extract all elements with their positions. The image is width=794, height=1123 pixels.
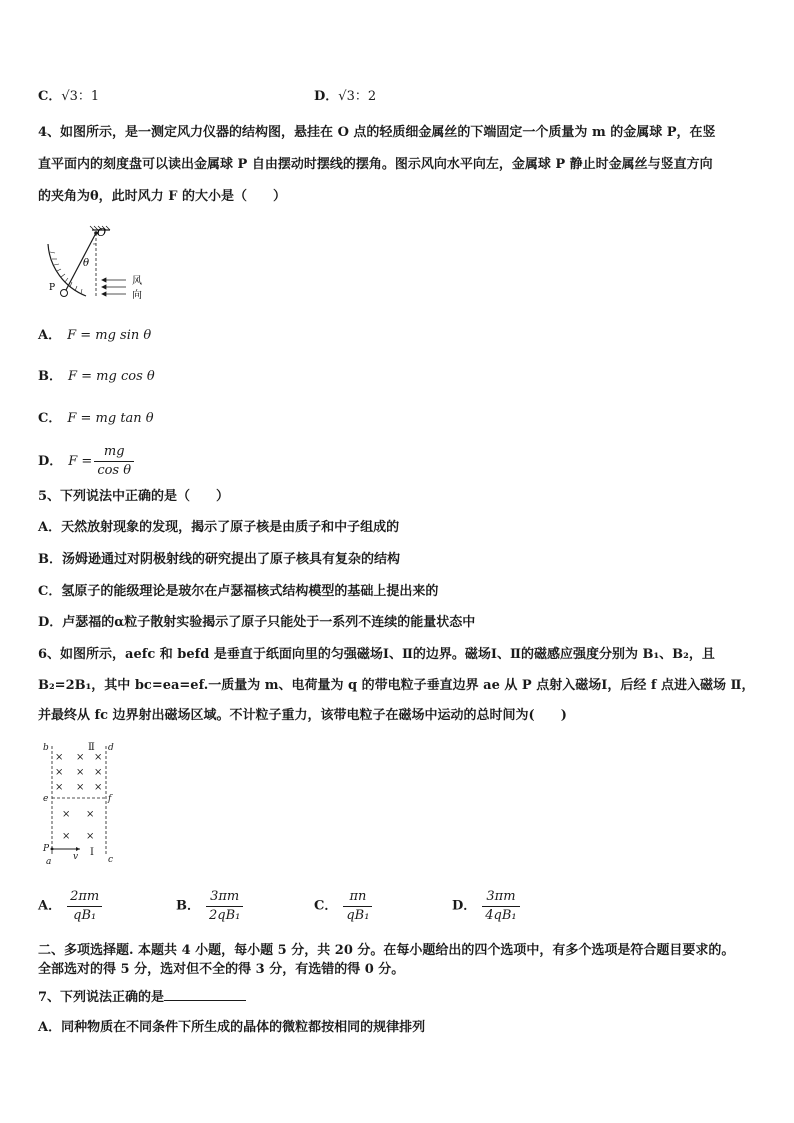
q4-option-d-numerator: mg xyxy=(94,443,134,462)
q4-label-theta: θ xyxy=(83,258,90,269)
q7-stem: 7、下列说法正确的是 xyxy=(38,988,246,1007)
q6-field-cross: × xyxy=(55,767,64,778)
q6-field-cross: × xyxy=(62,809,71,820)
q6-option-a-numerator: 2πm xyxy=(67,888,102,907)
q6-field-cross: × xyxy=(76,782,85,793)
q6-option-b-denominator: 2qB₁ xyxy=(209,908,241,923)
q6-stem-line3: 并最终从 fc 边界射出磁场区域。不计粒子重力，该带电粒子在磁场中运动的总时间为( ) xyxy=(38,708,567,723)
q6-option-d-numerator: 3πm xyxy=(482,888,519,907)
q4-stem-line1: 4、如图所示，是一测定风力仪器的结构图，悬挂在 O 点的轻质细金属丝的下端固定一个质量为 m 的金属球 P，在竖 xyxy=(38,125,716,140)
q6-option-c: C． $\frac{\pi n}{\text{qB₁}}$ xyxy=(314,888,372,925)
q4-option-b: B． F = mg cos θ xyxy=(38,369,155,384)
q6-field-cross: × xyxy=(55,782,64,793)
q6-stem-line2: B₂=2B₁，其中 bc=ea=ef.一质量为 m、电荷量为 q 的带电粒子垂直边界 ae 从 P 点射入磁场Ⅰ，后经 f 点进入磁场 Ⅱ， xyxy=(38,678,755,693)
q6-label-e: e xyxy=(43,794,49,804)
q6-label-f: f xyxy=(108,794,112,804)
q6-label-a: a xyxy=(46,857,52,866)
q4-option-b-expr: F = mg cos θ xyxy=(68,369,155,384)
q6-field-cross: × xyxy=(76,767,85,778)
q6-magnetic-field-figure xyxy=(40,740,120,866)
q4-option-d: D． F = $\frac{mg}{\text{cos θ}}$ xyxy=(38,443,134,480)
q6-field-cross: × xyxy=(94,752,103,763)
q4-option-d-denominator: cos θ xyxy=(97,463,132,478)
q3-option-c-value: √3：1 xyxy=(61,89,100,104)
q7-answer-blank xyxy=(164,988,246,1001)
q5-option-d: D．卢瑟福的α粒子散射实验揭示了原子只能处于一系列不连续的能量状态中 xyxy=(38,615,476,630)
section2-instructions-line2: 全部选对的得 5 分，选对但不全的得 3 分，有选错的得 0 分。 xyxy=(38,962,405,977)
q6-label-region1: Ⅰ xyxy=(90,847,94,858)
q3-option-d-value: √3：2 xyxy=(338,89,377,104)
q7-option-a: A．同种物质在不同条件下所生成的晶体的微粒都按相同的规律排列 xyxy=(38,1020,426,1035)
q5-stem: 5、下列说法中正确的是（ ） xyxy=(38,489,230,504)
q6-label-d: d xyxy=(108,743,114,753)
section2-instructions-line1: 二、多项选择题. 本题共 4 小题，每小题 5 分，共 20 分。在每小题给出的四个选项中，有多个选项是符合题目要求的。 xyxy=(38,943,735,958)
q6-field-cross: × xyxy=(94,767,103,778)
q6-option-c-numerator: πn xyxy=(343,888,372,907)
q6-option-a-denominator: qB₁ xyxy=(73,908,97,923)
q4-option-c-expr: F = mg tan θ xyxy=(67,411,154,426)
q6-field-cross: × xyxy=(94,782,103,793)
q6-option-c-denominator: qB₁ xyxy=(346,908,370,923)
q6-option-a: A． $\frac{2\pi m}{\text{qB₁}}$ xyxy=(38,888,102,925)
q4-label-o: O xyxy=(97,226,107,239)
q4-option-a: A． F = mg sin θ xyxy=(38,328,152,343)
q6-label-b: b xyxy=(43,743,49,753)
q6-field-cross: × xyxy=(55,752,64,763)
q6-label-p: P xyxy=(43,844,50,854)
q6-option-d-denominator: 4qB₁ xyxy=(485,908,517,923)
q6-option-d: D． $\frac{3\pi m}{\text{4qB₁}}$ xyxy=(452,888,520,925)
q4-label-wind2: 向 xyxy=(132,290,142,301)
q6-field-cross: × xyxy=(76,752,85,763)
q6-field-cross: × xyxy=(86,831,95,842)
q6-label-region2: Ⅱ xyxy=(88,742,95,753)
q4-option-c: C． F = mg tan θ xyxy=(38,411,154,426)
q4-label-p: P xyxy=(49,283,56,293)
q5-option-c: C．氢原子的能级理论是玻尔在卢瑟福核式结构模型的基础上提出来的 xyxy=(38,584,439,599)
q6-option-b-numerator: 3πm xyxy=(206,888,243,907)
q6-field-cross: × xyxy=(86,809,95,820)
q4-option-a-expr: F = mg sin θ xyxy=(67,328,152,343)
q6-stem-line1: 6、如图所示，aefc 和 befd 是垂直于纸面向里的匀强磁场Ⅰ、Ⅱ的边界。磁场Ⅰ、Ⅱ的磁感应强度分别为 B₁、B₂，且 xyxy=(38,647,715,662)
q5-option-a: A．天然放射现象的发现，揭示了原子核是由质子和中子组成的 xyxy=(38,520,400,535)
q6-option-b: B． $\frac{3\pi m}{\text{2qB₁}}$ xyxy=(176,888,243,925)
q6-label-v: v xyxy=(73,852,79,862)
q4-stem-line3: 的夹角为θ，此时风力 F 的大小是（ ） xyxy=(38,189,286,204)
q3-option-d: D．√3：2 xyxy=(314,89,377,104)
q5-option-b: B．汤姆逊通过对阴极射线的研究提出了原子核具有复杂的结构 xyxy=(38,552,400,567)
q3-option-c: C．√3：1 xyxy=(38,89,100,104)
q4-stem-line2: 直平面内的刻度盘可以读出金属球 P 自由摆动时摆线的摆角。图示风向水平向左，金属球 P 静止时金属丝与竖直方向 xyxy=(38,157,713,172)
q4-label-wind1: 风 xyxy=(132,276,142,287)
q6-field-cross: × xyxy=(62,831,71,842)
q4-wind-instrument-figure xyxy=(40,222,155,304)
q6-label-c: c xyxy=(108,855,114,865)
